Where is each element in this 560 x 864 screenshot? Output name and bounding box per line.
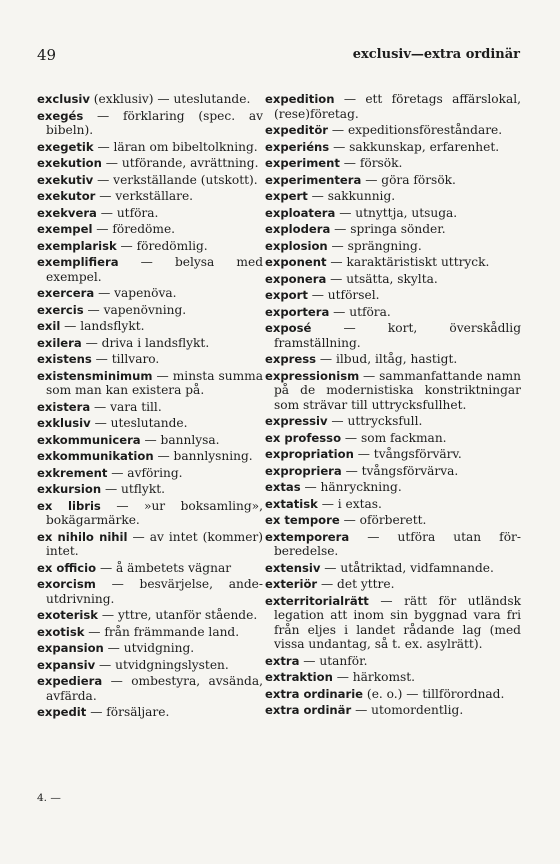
entry-headword: expansiv (37, 657, 96, 672)
entry-definition: — utanför. (299, 653, 368, 668)
entry-definition: — sakkunskap, erfarenhet. (329, 139, 500, 154)
entry-headword: extemporera (265, 529, 350, 544)
entry-definition: — sammanfattande namn på de modernistiska konstriktningar som strävar till uttrycksfullhet. (274, 368, 521, 412)
dictionary-entry (265, 123, 521, 138)
entry-headword: ex officio (37, 560, 97, 575)
entry-headword: exkommunikation (37, 449, 154, 463)
entry-headword: existens (37, 352, 92, 366)
entry-definition: — driva i landsflykt. (81, 335, 210, 350)
entry-definition: — uteslutande. (90, 416, 188, 430)
entry-definition: — utförsel. (307, 288, 380, 302)
entry-definition: — uttrycksfull. (327, 414, 423, 428)
entry-definition: — minsta summa som man kan existera på. (46, 368, 263, 397)
dictionary-entry (37, 658, 263, 673)
entry-headword: ex tempore (265, 513, 340, 527)
dictionary-entry (265, 561, 521, 576)
entry-definition: — vara till. (90, 399, 162, 414)
entry-definition: — oförberett. (339, 513, 427, 527)
dictionary-entry (37, 173, 263, 188)
dictionary-entry (37, 222, 263, 237)
entry-headword: exotisk (37, 624, 85, 639)
dictionary-entry (265, 577, 521, 592)
dictionary-entry (265, 206, 521, 221)
dictionary-entry (265, 480, 521, 495)
entry-definition: — tvångsförvärv. (353, 447, 462, 461)
entry-headword: extra ordinarie (265, 686, 364, 701)
entry-definition: — föredömlig. (116, 238, 208, 253)
entry-definition: — sakkunnig. (307, 189, 396, 203)
dictionary-entry (37, 303, 263, 318)
dictionary-entry (37, 156, 263, 171)
entry-definition: — försäljare. (86, 705, 170, 719)
entry-headword: expert (265, 189, 308, 203)
dictionary-entry (37, 482, 263, 497)
entry-headword: exoterisk (37, 608, 99, 622)
dictionary-entry (37, 255, 263, 284)
entry-headword: exemplifiera (37, 255, 119, 269)
dictionary-entry (265, 530, 521, 559)
entry-headword: exil (37, 319, 61, 333)
entry-headword: exteriör (265, 577, 318, 591)
dictionary-entry (37, 674, 263, 703)
entry-headword: extra ordinär (265, 703, 352, 717)
entry-headword: exclusiv (37, 92, 90, 106)
entry-definition: — utnyttja, utsuga. (335, 205, 458, 220)
page-number: 49 (37, 46, 57, 64)
entry-headword: explodera (265, 222, 331, 236)
entry-definition: — läran om bibeltolkning. (93, 139, 258, 154)
entry-definition: — yttre, utanför stående. (98, 608, 258, 622)
dictionary-entry (265, 464, 521, 479)
dictionary-entry (37, 92, 263, 107)
dictionary-entry (265, 497, 521, 512)
entry-headword: exempel (37, 222, 93, 236)
entry-definition: — ombestyra, avsända, avfärda. (46, 674, 263, 703)
dictionary-entry (37, 239, 263, 254)
entry-definition: — försök. (339, 156, 403, 170)
dictionary-entry (265, 670, 521, 685)
entry-headword: extra (265, 653, 300, 668)
dictionary-entry (37, 352, 263, 367)
dictionary-entry (265, 703, 521, 718)
entry-headword: ex professo (265, 430, 342, 445)
dictionary-entry (265, 272, 521, 287)
dictionary-entry (265, 222, 521, 237)
entry-definition: — härkomst. (332, 670, 416, 684)
entry-headword: exegetik (37, 139, 94, 154)
running-head: exclusiv—extra ordinär (352, 47, 520, 62)
entry-definition: — ett företags affärslokal, (rese)företag. (274, 92, 521, 121)
dictionary-entry (37, 286, 263, 301)
dictionary-entry (37, 369, 263, 398)
signature-mark: 4. — (37, 792, 61, 804)
page-header (37, 46, 520, 68)
entry-headword: expedition (265, 92, 335, 106)
entry-headword: existera (37, 399, 91, 414)
entry-headword: exekutor (37, 189, 96, 203)
entry-headword: experimentera (265, 172, 362, 187)
entry-headword: exekvera (37, 205, 97, 220)
entry-headword: exekutiv (37, 172, 94, 187)
dictionary-entry (265, 369, 521, 413)
dictionary-entry (265, 447, 521, 462)
dictionary-entry (37, 189, 263, 204)
entry-headword: explosion (265, 238, 328, 253)
entry-headword: exkursion (37, 482, 102, 496)
dictionary-entry (37, 433, 263, 448)
entry-headword: express (265, 352, 317, 366)
right-column (265, 92, 521, 720)
entry-definition: — av intet (kommer) intet. (46, 529, 263, 558)
entry-definition: — landsflykt. (60, 319, 145, 333)
entry-headword: exponent (265, 255, 327, 269)
entry-definition: — vapenövning. (83, 302, 187, 317)
dictionary-entry (265, 173, 521, 188)
dictionary-entry (37, 206, 263, 221)
dictionary-entry (265, 431, 521, 446)
entry-headword: exercis (37, 302, 84, 317)
dictionary-entry (265, 305, 521, 320)
dictionary-entry (37, 109, 263, 138)
entry-headword: export (265, 288, 308, 302)
entry-definition: — verkställare. (95, 189, 194, 203)
entry-definition: — i extas. (317, 496, 382, 511)
entry-definition: — »ur boksamling», bokägarmärke. (46, 498, 264, 527)
dictionary-entry (37, 140, 263, 155)
entry-headword: extatisk (265, 496, 318, 511)
entry-headword: experiment (265, 156, 340, 170)
entry-headword: exorcism (37, 577, 96, 591)
entry-definition: (exklusiv) — uteslutande. (89, 92, 251, 106)
dictionary-entry (265, 288, 521, 303)
entry-definition: — å ämbetets vägnar (96, 560, 232, 575)
dictionary-entry (265, 140, 521, 155)
entry-definition: — kort, överskådlig framställning. (274, 321, 521, 350)
entry-headword: exekution (37, 156, 102, 170)
entry-definition: — utföra. (329, 304, 391, 319)
entry-definition: — springa sönder. (330, 222, 446, 236)
entry-headword: exilera (37, 335, 82, 350)
entry-definition: — rätt för utländsk legation att inom sin byggnad vara fri från eljes i landet rådande lag (med vissa undantag, så t. ex. asylrätt). (274, 593, 521, 651)
dictionary-entry (37, 530, 263, 559)
entry-definition: — tillvaro. (91, 352, 160, 366)
entry-definition: — det yttre. (317, 577, 395, 591)
entry-headword: exposé (265, 321, 312, 335)
dictionary-entry (37, 561, 263, 576)
entry-headword: exkommunicera (37, 432, 141, 447)
dictionary-entry (37, 625, 263, 640)
entry-definition: — bannlysning. (153, 449, 253, 463)
entry-definition: — utföra utan förberedelse. (274, 529, 521, 558)
entry-definition: — ilbud, iltåg, hastigt. (316, 352, 458, 366)
entry-headword: extas (265, 480, 301, 494)
entry-headword: existensminimum (37, 368, 153, 383)
entry-definition: — göra försök. (361, 172, 456, 187)
entry-definition: — verkställande (utskott). (93, 172, 258, 187)
dictionary-entry (265, 513, 521, 528)
dictionary-entry (265, 594, 521, 652)
entry-definition: — hänryckning. (300, 480, 402, 494)
dictionary-entry (265, 255, 521, 270)
entry-headword: experiéns (265, 139, 330, 154)
entry-headword: ex nihilo nihil (37, 529, 128, 544)
dictionary-entry (37, 449, 263, 464)
entry-definition: — utåtriktad, vidfamnande. (320, 560, 494, 575)
dictionary-entry (265, 321, 521, 350)
entry-headword: expropriation (265, 447, 354, 461)
entry-headword: extraktion (265, 670, 333, 684)
entry-headword: expansion (37, 641, 104, 655)
entry-definition: — föredöme. (92, 222, 176, 236)
entry-definition: — karaktäristiskt uttryck. (326, 255, 490, 269)
entry-definition: — utomordentlig. (351, 703, 464, 717)
entry-definition: (e. o.) — tillförordnad. (363, 686, 505, 701)
entry-headword: exploatera (265, 205, 336, 220)
dictionary-entry (37, 416, 263, 431)
dictionary-entry (37, 608, 263, 623)
entry-headword: expropriera (265, 463, 342, 478)
dictionary-entry (37, 466, 263, 481)
left-column (37, 92, 263, 722)
entry-headword: extensiv (265, 560, 321, 575)
entry-headword: exemplarisk (37, 238, 117, 253)
entry-definition: — sprängning. (327, 238, 422, 253)
entry-headword: exterritorialrätt (265, 593, 369, 608)
entry-definition: — besvärjelse, andeutdrivning. (46, 577, 263, 606)
entry-headword: exkrement (37, 465, 108, 480)
entry-headword: exklusiv (37, 416, 91, 430)
dictionary-entry (37, 400, 263, 415)
dictionary-entry (37, 499, 263, 528)
dictionary-entry (265, 156, 521, 171)
entry-headword: expeditör (265, 123, 329, 137)
entry-definition: — utföra. (96, 205, 159, 220)
entry-headword: exercera (37, 286, 95, 300)
dictionary-entry (265, 654, 521, 669)
entry-definition: — tvångsförvärva. (341, 463, 459, 478)
dictionary-entry (265, 352, 521, 367)
dictionary-entry (265, 414, 521, 429)
entry-definition: — avföring. (107, 465, 183, 480)
dictionary-entry (37, 336, 263, 351)
entry-definition: — bannlysa. (140, 432, 220, 447)
entry-definition: — utvidgningslysten. (95, 657, 229, 672)
dictionary-entry (37, 641, 263, 656)
entry-headword: ex libris (37, 498, 101, 513)
entry-definition: — utförande, avrättning. (101, 156, 259, 170)
dictionary-entry (265, 239, 521, 254)
entry-definition: — från främmande land. (84, 624, 240, 639)
entry-headword: exponera (265, 271, 327, 286)
entry-headword: exportera (265, 304, 330, 319)
entry-definition: — som fackman. (341, 430, 447, 445)
dictionary-entry (265, 92, 521, 121)
entry-definition: — vapenöva. (94, 286, 177, 300)
entry-headword: expedit (37, 705, 87, 719)
dictionary-entry (37, 577, 263, 606)
entry-definition: — utflykt. (101, 482, 165, 496)
entry-definition: — expeditionsföreståndare. (328, 123, 503, 137)
entry-definition: — förklaring (spec. av bibeln). (46, 108, 263, 137)
dictionary-entry (265, 189, 521, 204)
entry-headword: exegés (37, 108, 84, 123)
entry-headword: expressiv (265, 414, 328, 428)
dictionary-entry (37, 705, 263, 720)
dictionary-entry (265, 687, 521, 702)
entry-headword: expressionism (265, 368, 360, 383)
dictionary-entry (37, 319, 263, 334)
entry-definition: — belysa med exempel. (46, 255, 263, 284)
entry-definition: — utsätta, skylta. (326, 271, 438, 286)
entry-headword: expediera (37, 674, 103, 688)
entry-definition: — utvidgning. (103, 641, 195, 655)
